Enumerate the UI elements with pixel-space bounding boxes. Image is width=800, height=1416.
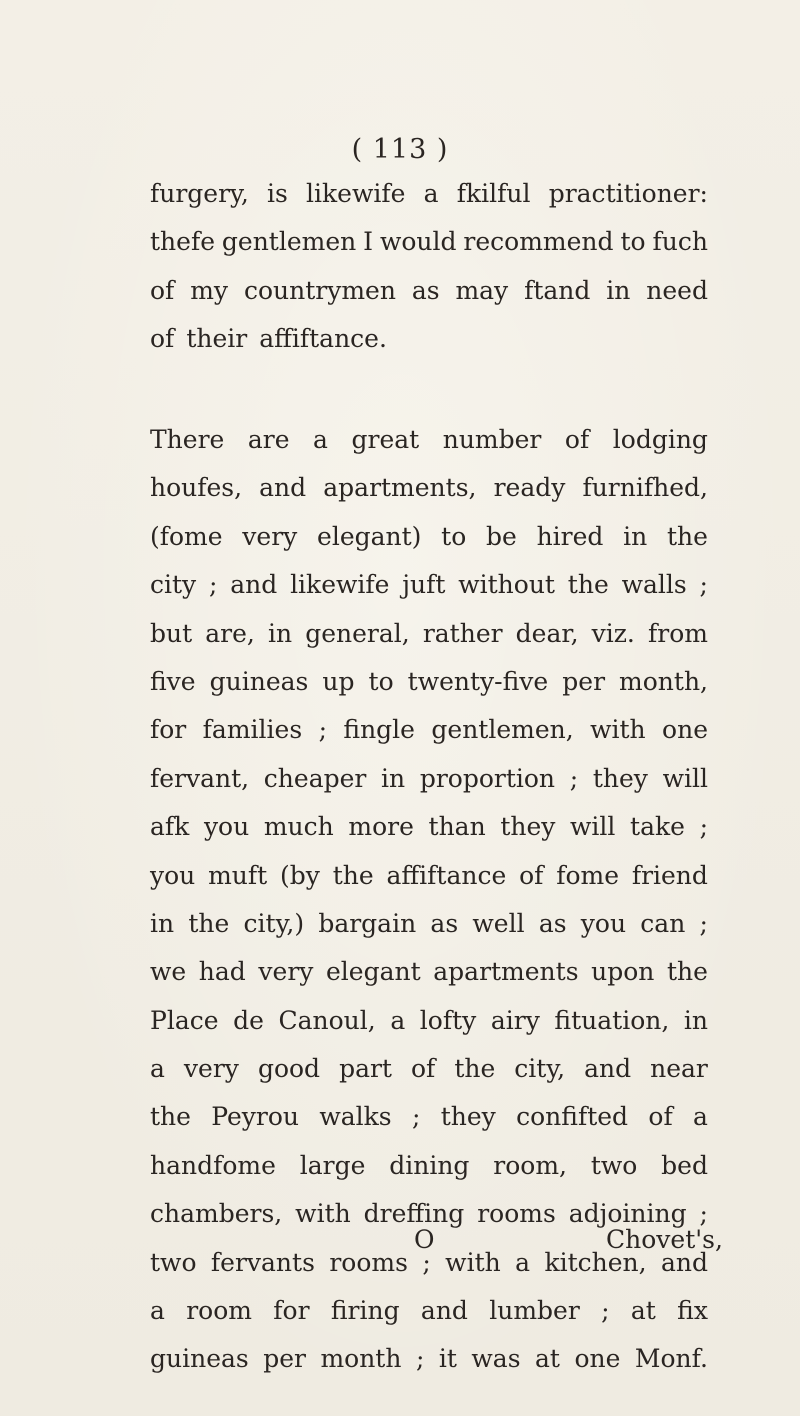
word: families <box>202 715 303 745</box>
word: to <box>441 521 467 551</box>
word: city,) <box>243 908 305 938</box>
word: you <box>580 908 627 938</box>
word: ; <box>208 570 218 600</box>
word: a <box>515 1247 531 1277</box>
text-line <box>150 948 708 996</box>
word: lodging <box>612 425 708 454</box>
word: likewife <box>306 179 406 208</box>
text-line <box>150 706 708 754</box>
word: more <box>348 812 414 842</box>
word: to <box>368 666 394 696</box>
word: we <box>150 957 187 987</box>
word: apartments <box>433 957 579 987</box>
word: walls <box>621 570 687 600</box>
word: with <box>445 1247 501 1277</box>
word: proportion <box>419 763 556 793</box>
word: muft <box>208 860 268 890</box>
word: the <box>667 957 708 987</box>
word: as <box>538 908 567 938</box>
word: fituation, <box>554 1005 670 1035</box>
word: of <box>150 324 175 354</box>
word: (fome <box>150 521 223 551</box>
word: rooms <box>329 1247 408 1277</box>
word: month, <box>619 666 708 696</box>
word: and <box>584 1054 632 1084</box>
word: with <box>590 715 646 745</box>
word: adjoining <box>568 1199 687 1229</box>
word: gentlemen <box>221 227 357 257</box>
word: juft <box>402 570 446 600</box>
word: friend <box>631 860 708 890</box>
word: hired <box>536 521 604 551</box>
word: five <box>150 666 196 696</box>
word: the <box>567 570 609 600</box>
word: Canoul, <box>278 1005 376 1035</box>
word: houfes, <box>150 473 243 503</box>
word: lumber <box>489 1296 580 1326</box>
word: of <box>150 275 175 305</box>
word: for <box>150 715 187 745</box>
word: will <box>570 812 616 842</box>
word: to <box>620 227 646 257</box>
word: had <box>198 957 246 987</box>
word: one <box>662 715 708 745</box>
word: they <box>592 763 648 793</box>
word: of <box>564 425 590 454</box>
word: There <box>150 425 225 454</box>
word: very <box>183 1054 239 1084</box>
word: month <box>320 1344 402 1374</box>
word: Monf. <box>634 1344 708 1374</box>
word: at <box>535 1344 560 1374</box>
text-line <box>150 1335 708 1383</box>
word: can <box>640 908 686 938</box>
word: handfome <box>150 1150 276 1180</box>
word: as <box>411 275 440 305</box>
text-line <box>150 561 708 609</box>
word: I <box>363 227 374 257</box>
word: take <box>630 812 685 842</box>
text-line <box>150 803 708 851</box>
word: cheaper <box>263 763 367 793</box>
word: two <box>590 1150 638 1180</box>
text-line <box>150 610 708 658</box>
word: room, <box>493 1150 567 1180</box>
word: per <box>263 1344 306 1374</box>
word: airy <box>490 1005 540 1035</box>
page-number-header: ( 113 ) <box>351 134 449 165</box>
word: well <box>472 908 525 938</box>
word: elegant) <box>317 521 422 551</box>
word: confifted <box>516 1102 629 1132</box>
word: city <box>150 570 197 600</box>
word: part <box>339 1054 392 1084</box>
word: thefe <box>150 227 215 257</box>
word: affiftance <box>386 860 507 890</box>
word: their <box>186 324 248 354</box>
word: lofty <box>419 1005 477 1035</box>
word: than <box>428 812 486 842</box>
word: fkilful <box>456 179 531 208</box>
word: ; <box>318 715 327 745</box>
word: they <box>440 1102 496 1132</box>
word: was <box>471 1344 521 1374</box>
word: a <box>423 179 439 208</box>
word: fervants <box>210 1247 315 1277</box>
word: good <box>257 1054 321 1084</box>
word: of <box>519 860 544 890</box>
word: a <box>390 1005 406 1035</box>
word: de <box>233 1005 264 1035</box>
word: dear, <box>515 618 579 648</box>
word: ; <box>699 570 708 600</box>
word: ; <box>569 763 579 793</box>
word: two <box>150 1247 197 1277</box>
word: dreffing <box>363 1199 465 1229</box>
text-line <box>150 1142 708 1190</box>
word: would <box>379 227 457 257</box>
word: ; <box>699 812 708 842</box>
signature-mark: O <box>414 1225 435 1254</box>
word: and <box>420 1296 468 1326</box>
text-line <box>150 464 708 512</box>
word: fix <box>677 1296 708 1326</box>
word: ready <box>493 473 566 503</box>
word: the <box>150 1102 191 1132</box>
word: in <box>381 763 406 793</box>
word: viz. <box>591 618 635 648</box>
word: furnifhed, <box>582 473 708 503</box>
word: general, <box>305 618 410 648</box>
word: fuch <box>652 227 708 257</box>
word: with <box>295 1199 351 1229</box>
word: without <box>458 570 555 600</box>
word: firing <box>330 1296 400 1326</box>
catchword: Chovet's, <box>606 1225 723 1254</box>
word: one <box>574 1344 621 1374</box>
word: ; <box>415 1344 425 1374</box>
word: near <box>650 1054 708 1084</box>
word: guineas <box>150 1344 249 1374</box>
word: and <box>230 570 278 600</box>
text-line <box>150 416 708 464</box>
text-line <box>150 315 708 363</box>
word: of <box>648 1102 673 1132</box>
word: twenty-five <box>407 666 549 696</box>
word: for <box>273 1296 310 1326</box>
word: a <box>313 425 328 454</box>
text-line <box>150 170 708 218</box>
word: it <box>438 1344 457 1374</box>
word: likewife <box>290 570 390 600</box>
word: ; <box>699 1199 708 1229</box>
word: fingle <box>343 715 415 745</box>
word: elegant <box>326 957 421 987</box>
word: gentlemen, <box>431 715 574 745</box>
word: ftand <box>524 275 591 305</box>
word: large <box>299 1150 366 1180</box>
word: practitioner: <box>548 179 708 208</box>
word: very <box>258 957 314 987</box>
word: (by <box>280 860 320 890</box>
word: be <box>486 521 517 551</box>
text-line <box>150 513 708 561</box>
word: of <box>410 1054 436 1084</box>
page-footer <box>0 1225 800 1273</box>
word: number <box>442 425 542 454</box>
word: dining <box>389 1150 470 1180</box>
word: and <box>660 1247 708 1277</box>
word: city, <box>514 1054 566 1084</box>
text-line <box>150 852 708 900</box>
word: great <box>351 425 420 454</box>
text-line <box>150 1045 708 1093</box>
word: countrymen <box>243 275 396 305</box>
word: and <box>259 473 307 503</box>
word: chambers, <box>150 1199 283 1229</box>
word: guineas <box>209 666 309 696</box>
word: in <box>683 1005 708 1035</box>
word: bargain <box>318 908 417 938</box>
word: upon <box>591 957 655 987</box>
text-line <box>150 900 708 948</box>
word: are <box>247 425 290 454</box>
word: but <box>150 618 193 648</box>
word: ; <box>699 908 708 938</box>
word: a <box>150 1296 165 1326</box>
word: afk <box>150 812 190 842</box>
word: a <box>150 1054 165 1084</box>
word: Place <box>150 1005 219 1035</box>
word: recommend <box>463 227 614 257</box>
word: fome <box>556 860 619 890</box>
word: may <box>455 275 509 305</box>
word: walks <box>319 1102 392 1132</box>
word: rather <box>422 618 503 648</box>
text-line <box>150 658 708 706</box>
word: apartments, <box>323 473 477 503</box>
word: Peyrou <box>211 1102 300 1132</box>
word: affiftance. <box>259 324 387 354</box>
word: you <box>150 860 196 890</box>
word: in <box>623 521 648 551</box>
word: the <box>667 521 708 551</box>
word: ; <box>422 1247 431 1277</box>
word: room <box>186 1296 252 1326</box>
word: they <box>500 812 556 842</box>
word: ; <box>601 1296 610 1326</box>
word: a <box>693 1102 708 1132</box>
word: much <box>263 812 334 842</box>
word: are, <box>205 618 255 648</box>
word: rooms <box>477 1199 556 1229</box>
word: bed <box>661 1150 708 1180</box>
text-line <box>150 755 708 803</box>
word: in <box>267 618 293 648</box>
text-line <box>150 218 708 266</box>
paragraph-1 <box>150 170 708 364</box>
word: the <box>454 1054 496 1084</box>
word: per <box>562 666 606 696</box>
word: as <box>430 908 459 938</box>
text-line <box>150 997 708 1045</box>
text-line <box>150 1093 708 1141</box>
word: from <box>648 618 708 648</box>
word: will <box>662 763 708 793</box>
word: fervant, <box>150 763 250 793</box>
word: at <box>630 1296 656 1326</box>
word: in <box>606 275 631 305</box>
word: very <box>242 521 298 551</box>
word: the <box>332 860 374 890</box>
word: kitchen, <box>544 1247 647 1277</box>
word: is <box>267 179 288 208</box>
word: the <box>188 908 230 938</box>
word: need <box>646 275 708 305</box>
word: furgery, <box>150 179 249 208</box>
word: my <box>190 275 229 305</box>
word: ; <box>411 1102 421 1132</box>
word: you <box>203 812 250 842</box>
word: in <box>150 908 175 938</box>
text-line <box>150 267 708 315</box>
word: up <box>322 666 355 696</box>
text-line <box>150 1287 708 1335</box>
